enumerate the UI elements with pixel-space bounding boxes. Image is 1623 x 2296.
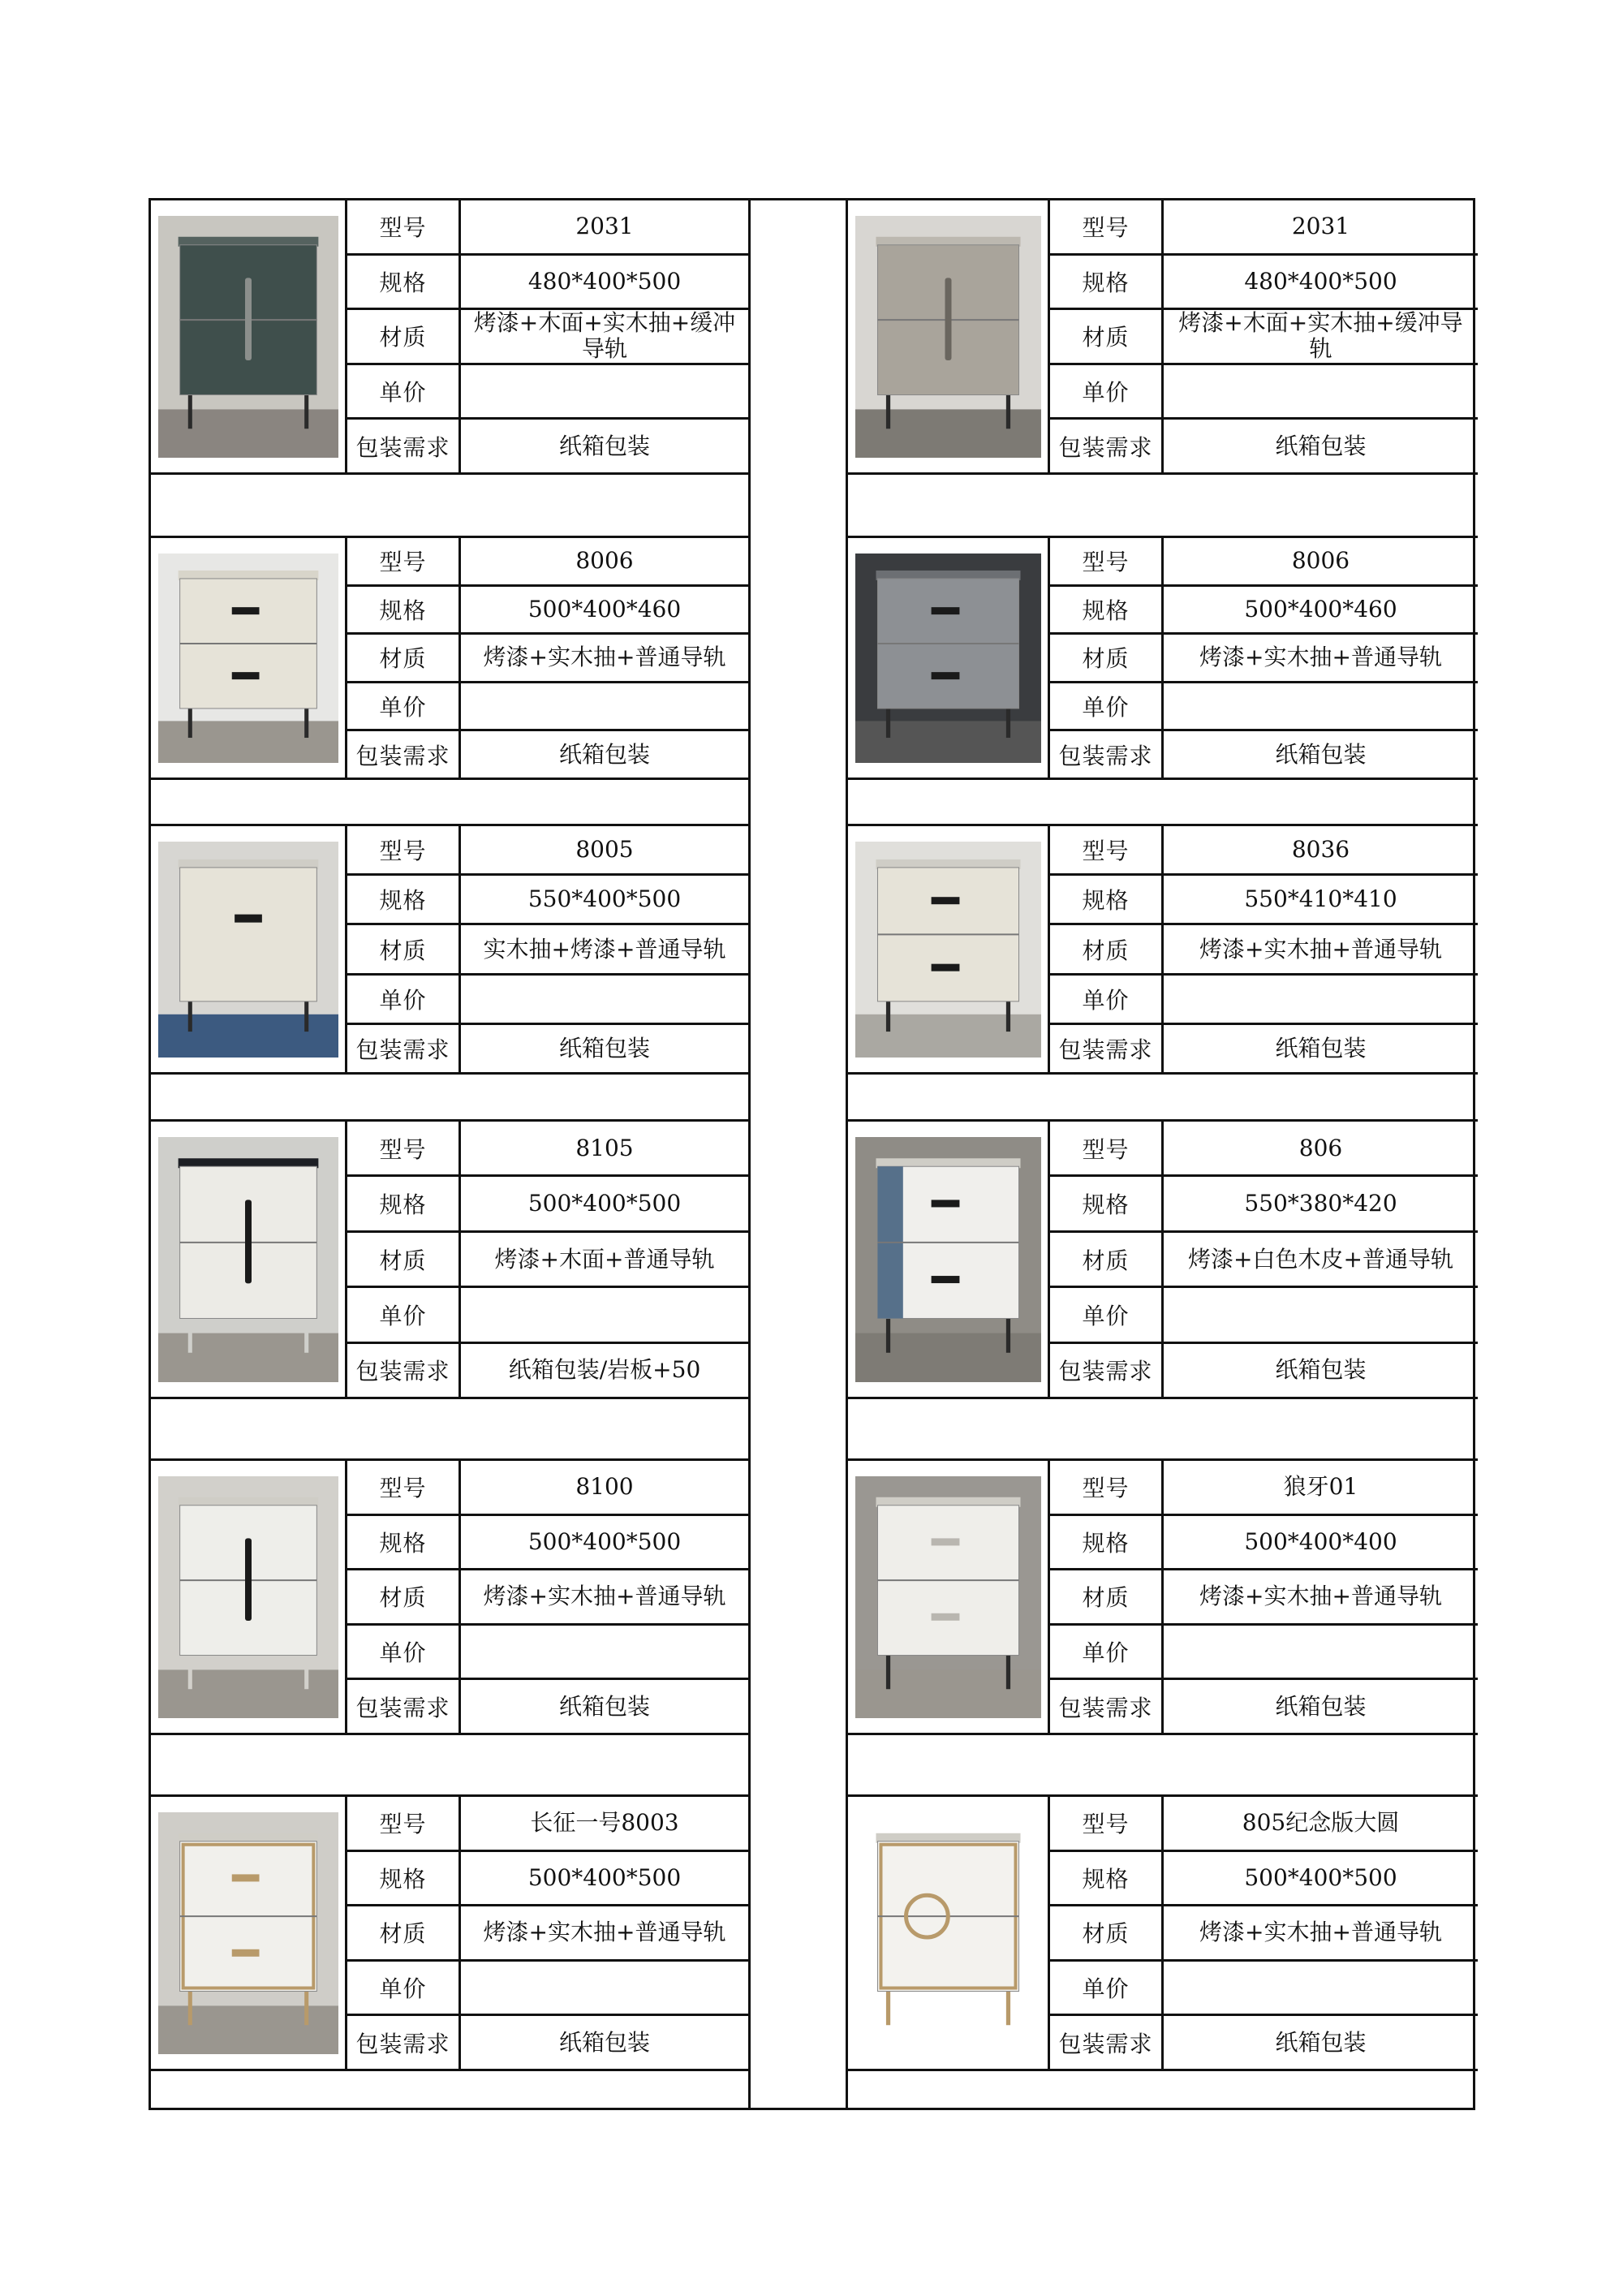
spec-rows (1050, 1461, 1478, 1733)
spec-label-material: 材质 (347, 635, 461, 681)
spec-value-model: 8005 (575, 836, 634, 864)
spec-row-packaging (347, 1680, 748, 1733)
spec-label-size: 规格 (347, 876, 461, 923)
spec-value-packaging: 纸箱包装 (1275, 1692, 1367, 1720)
spec-value-model: 8006 (575, 547, 634, 575)
spec-label-packaging: 包装需求 (1050, 731, 1164, 778)
product-photo-cell (151, 1797, 347, 2069)
spec-row-model (347, 826, 748, 876)
spec-label-packaging: 包装需求 (347, 420, 461, 472)
nightstand-dark-green-icon (158, 216, 338, 458)
spec-value-price (1164, 1288, 1478, 1341)
spec-label-packaging: 包装需求 (1050, 420, 1164, 472)
product-sheet (149, 198, 1475, 2110)
nightstand-white-icon (855, 1476, 1041, 1718)
spec-row-size (1050, 256, 1478, 311)
spec-label-price: 单价 (347, 683, 461, 730)
spec-label-size: 规格 (347, 1516, 461, 1569)
spec-row-packaging (347, 420, 748, 472)
product-block (151, 826, 748, 1075)
spec-row-material (1050, 925, 1478, 975)
spec-row-model (1050, 826, 1478, 876)
spec-rows (347, 538, 748, 778)
spec-label-size: 规格 (1050, 1177, 1164, 1230)
spec-label-price: 单价 (1050, 365, 1164, 418)
spec-label-packaging: 包装需求 (1050, 1025, 1164, 1072)
spec-label-model: 型号 (1050, 826, 1164, 873)
spec-label-model: 型号 (347, 1797, 461, 1850)
product-photo-cell (848, 200, 1050, 472)
product-block (848, 1122, 1478, 1399)
spec-row-model (347, 538, 748, 587)
spec-label-packaging: 包装需求 (347, 2016, 461, 2069)
product-block (151, 1122, 748, 1399)
spec-label-size: 规格 (1050, 876, 1164, 923)
spec-row-material (347, 635, 748, 683)
spec-value-packaging: 纸箱包装 (558, 1692, 650, 1720)
spec-value-packaging: 纸箱包装 (558, 740, 650, 768)
spec-label-material: 材质 (347, 1906, 461, 1959)
spec-value-size: 550*410*410 (1244, 885, 1397, 913)
product-photo-cell (151, 1461, 347, 1733)
spec-label-price: 单价 (1050, 1626, 1164, 1678)
row-spacer (151, 475, 748, 538)
product-block (848, 1461, 1478, 1735)
spec-label-size: 规格 (347, 1177, 461, 1230)
spec-label-packaging: 包装需求 (1050, 2016, 1164, 2069)
product-photo-cell (151, 826, 347, 1072)
spec-value-packaging: 纸箱包装/岩板+50 (508, 1356, 701, 1384)
spec-label-model: 型号 (347, 1461, 461, 1514)
spec-value-size: 500*400*500 (527, 1527, 682, 1555)
spec-label-material: 材质 (347, 310, 461, 363)
spec-value-size: 480*400*500 (527, 267, 682, 295)
spec-value-model: 2031 (1291, 213, 1350, 240)
spec-value-model: 8105 (575, 1134, 634, 1161)
spec-row-model (1050, 200, 1478, 256)
spec-value-material: 烤漆+实木抽+普通导轨 (1199, 644, 1442, 671)
spec-label-size: 规格 (1050, 587, 1164, 633)
spec-row-size (1050, 1852, 1478, 1907)
spec-label-size: 规格 (1050, 1516, 1164, 1569)
spec-row-packaging (347, 2016, 748, 2069)
spec-rows (347, 826, 748, 1072)
spec-label-price: 单价 (1050, 683, 1164, 730)
spec-label-material: 材质 (1050, 1906, 1164, 1959)
spec-rows (347, 200, 748, 472)
spec-row-packaging (1050, 1680, 1478, 1733)
spec-value-price (1164, 976, 1478, 1023)
spec-label-material: 材质 (1050, 1233, 1164, 1286)
spec-value-material: 烤漆+实木抽+普通导轨 (1199, 1919, 1442, 1946)
product-block (151, 1461, 748, 1735)
spec-label-material: 材质 (1050, 635, 1164, 681)
spec-row-material (1050, 310, 1478, 365)
spec-label-price: 单价 (347, 1626, 461, 1678)
product-block (151, 200, 748, 475)
product-block (848, 200, 1478, 475)
spec-value-price (1164, 1626, 1478, 1678)
spec-value-material: 实木抽+烤漆+普通导轨 (483, 935, 726, 963)
spec-row-size (347, 256, 748, 311)
spec-value-material: 烤漆+实木抽+普通导轨 (483, 1583, 726, 1610)
product-photo-cell (848, 538, 1050, 778)
spec-row-material (347, 1570, 748, 1626)
spec-label-model: 型号 (347, 826, 461, 873)
spec-label-size: 规格 (347, 256, 461, 308)
spec-row-price (347, 1288, 748, 1343)
spec-row-size (347, 1852, 748, 1907)
spec-label-material: 材质 (347, 925, 461, 972)
spec-value-price (461, 365, 748, 418)
spec-value-model: 狼牙01 (1283, 1473, 1358, 1501)
spec-row-material (1050, 1906, 1478, 1962)
spec-value-material: 烤漆+实木抽+普通导轨 (483, 1919, 726, 1946)
spec-value-model: 2031 (575, 213, 634, 240)
spec-value-material: 烤漆+木面+实木抽+缓冲导轨 (1178, 309, 1463, 363)
spec-value-price (1164, 1962, 1478, 2014)
spec-value-packaging: 纸箱包装 (558, 2028, 650, 2056)
spec-label-size: 规格 (1050, 256, 1164, 308)
spec-label-size: 规格 (347, 587, 461, 633)
spec-value-price (1164, 365, 1478, 418)
product-block (848, 538, 1478, 780)
spec-value-packaging: 纸箱包装 (558, 1034, 650, 1062)
spec-row-price (347, 365, 748, 420)
spec-label-material: 材质 (347, 1570, 461, 1623)
spec-row-model (347, 200, 748, 256)
row-spacer (151, 1735, 748, 1797)
spec-row-price (1050, 1626, 1478, 1681)
nightstand-cream-low-icon (855, 842, 1041, 1058)
spec-value-size: 500*400*460 (527, 595, 682, 622)
spec-value-price (461, 683, 748, 730)
nightstand-white-vertical-handle-icon (158, 1476, 338, 1718)
spec-label-price: 单价 (347, 976, 461, 1023)
spec-label-size: 规格 (347, 1852, 461, 1905)
spec-value-packaging: 纸箱包装 (1275, 1034, 1367, 1062)
spec-label-model: 型号 (1050, 1461, 1164, 1514)
spec-row-model (1050, 538, 1478, 587)
spec-label-material: 材质 (1050, 1570, 1164, 1623)
nightstand-cream-two-drawer-icon (158, 554, 338, 763)
spec-row-material (1050, 635, 1478, 683)
spec-value-model: 长征一号8003 (530, 1809, 679, 1837)
spec-value-size: 500*400*500 (1244, 1863, 1397, 1891)
product-photo-cell (848, 1797, 1050, 2069)
spec-row-price (1050, 1962, 1478, 2017)
spec-row-price (1050, 683, 1478, 732)
spec-label-packaging: 包装需求 (347, 731, 461, 778)
spec-value-size: 500*400*500 (527, 1863, 682, 1891)
spec-value-packaging: 纸箱包装 (1275, 1356, 1367, 1384)
spec-value-model: 8006 (1291, 547, 1350, 575)
nightstand-black-top-icon (158, 1137, 338, 1382)
spec-row-price (1050, 365, 1478, 420)
spec-value-material: 烤漆+实木抽+普通导轨 (483, 644, 726, 671)
spec-value-size: 480*400*500 (1244, 267, 1397, 295)
spec-value-model: 8100 (575, 1473, 634, 1501)
spec-row-price (347, 1962, 748, 2017)
spec-rows (347, 1461, 748, 1733)
spec-row-size (1050, 587, 1478, 635)
spec-row-size (347, 1177, 748, 1232)
spec-value-material: 烤漆+实木抽+普通导轨 (1199, 1583, 1442, 1610)
spec-label-material: 材质 (347, 1233, 461, 1286)
spec-label-model: 型号 (347, 1122, 461, 1174)
row-spacer (848, 475, 1478, 538)
spec-label-packaging: 包装需求 (1050, 1344, 1164, 1397)
nightstand-single-drawer-icon (158, 842, 338, 1058)
spec-row-material (1050, 1570, 1478, 1626)
spec-value-material: 烤漆+木面+实木抽+缓冲导轨 (473, 309, 736, 363)
spec-value-packaging: 纸箱包装 (1275, 2028, 1367, 2056)
spec-row-model (1050, 1797, 1478, 1852)
spec-value-price (461, 1288, 748, 1341)
spec-row-size (347, 587, 748, 635)
spec-row-packaging (1050, 1344, 1478, 1397)
spec-row-model (1050, 1122, 1478, 1177)
product-block (848, 826, 1478, 1075)
spec-row-price (347, 976, 748, 1025)
spec-label-price: 单价 (347, 365, 461, 418)
nightstand-ring-handle-icon (855, 1812, 1041, 2054)
spec-label-material: 材质 (1050, 925, 1164, 972)
spec-value-size: 550*400*500 (527, 885, 682, 913)
spec-label-material: 材质 (1050, 310, 1164, 363)
spec-row-material (347, 310, 748, 365)
spec-row-material (347, 925, 748, 975)
center-gap-column (748, 200, 848, 2108)
spec-value-size: 550*380*420 (1244, 1190, 1397, 1217)
product-photo-cell (151, 1122, 347, 1397)
spec-value-packaging: 纸箱包装 (1275, 740, 1367, 768)
spec-label-model: 型号 (1050, 1122, 1164, 1174)
spec-label-model: 型号 (347, 200, 461, 253)
spec-rows (1050, 200, 1478, 472)
spec-label-model: 型号 (1050, 200, 1164, 253)
spec-label-packaging: 包装需求 (347, 1680, 461, 1733)
spec-row-packaging (1050, 2016, 1478, 2069)
spec-row-price (347, 683, 748, 732)
spec-row-material (347, 1906, 748, 1962)
spec-row-size (1050, 1177, 1478, 1232)
spec-value-price (461, 976, 748, 1023)
spec-label-model: 型号 (347, 538, 461, 584)
spec-row-price (1050, 976, 1478, 1025)
spec-row-size (1050, 1516, 1478, 1571)
product-photo-cell (848, 826, 1050, 1072)
spec-label-price: 单价 (1050, 976, 1164, 1023)
spec-label-packaging: 包装需求 (347, 1025, 461, 1072)
right-column (848, 200, 1478, 2108)
product-photo-cell (151, 538, 347, 778)
product-photo-cell (848, 1122, 1050, 1397)
row-spacer (848, 2071, 1478, 2108)
spec-value-size: 500*400*460 (1244, 595, 1397, 622)
spec-value-model: 805纪念版大圆 (1242, 1809, 1400, 1837)
spec-row-packaging (1050, 420, 1478, 472)
spec-value-model: 8036 (1291, 836, 1350, 864)
spec-rows (1050, 1797, 1478, 2069)
spec-label-price: 单价 (1050, 1962, 1164, 2014)
spec-value-material: 烤漆+木面+普通导轨 (494, 1245, 715, 1273)
spec-label-price: 单价 (347, 1962, 461, 2014)
spec-rows (1050, 1122, 1478, 1397)
spec-label-price: 单价 (347, 1288, 461, 1341)
spec-value-material: 烤漆+实木抽+普通导轨 (1199, 935, 1442, 963)
spec-row-size (1050, 876, 1478, 925)
spec-label-packaging: 包装需求 (347, 1344, 461, 1397)
spec-row-size (347, 1516, 748, 1571)
product-block (151, 538, 748, 780)
row-spacer (151, 780, 748, 826)
spec-row-packaging (1050, 731, 1478, 778)
row-spacer (848, 1399, 1478, 1461)
spec-label-model: 型号 (1050, 538, 1164, 584)
spec-label-size: 规格 (1050, 1852, 1164, 1905)
spec-row-price (1050, 1288, 1478, 1343)
row-spacer (151, 1075, 748, 1122)
product-block (151, 1797, 748, 2071)
spec-row-packaging (347, 731, 748, 778)
spec-rows (347, 1122, 748, 1397)
spec-row-material (347, 1233, 748, 1288)
spec-label-price: 单价 (1050, 1288, 1164, 1341)
row-spacer (848, 780, 1478, 826)
row-spacer (848, 1735, 1478, 1797)
spec-value-material: 烤漆+白色木皮+普通导轨 (1188, 1245, 1453, 1273)
spec-value-price (461, 1626, 748, 1678)
spec-value-price (461, 1962, 748, 2014)
spec-row-model (347, 1797, 748, 1852)
row-spacer (151, 1399, 748, 1461)
spec-rows (1050, 538, 1478, 778)
row-spacer (848, 1075, 1478, 1122)
spec-value-packaging: 纸箱包装 (1275, 432, 1367, 459)
product-photo-cell (848, 1461, 1050, 1733)
spec-value-size: 500*400*500 (527, 1190, 682, 1217)
spec-rows (1050, 826, 1478, 1072)
spec-row-model (1050, 1461, 1478, 1516)
spec-row-model (347, 1122, 748, 1177)
product-photo-cell (151, 200, 347, 472)
row-spacer (151, 2071, 748, 2108)
spec-row-price (347, 1626, 748, 1681)
spec-row-packaging (1050, 1025, 1478, 1072)
spec-value-model: 806 (1298, 1134, 1343, 1161)
nightstand-grey-icon (855, 216, 1041, 458)
nightstand-blue-white-icon (855, 1137, 1041, 1382)
product-block (848, 1797, 1478, 2071)
spec-row-model (347, 1461, 748, 1516)
spec-row-packaging (347, 1025, 748, 1072)
spec-row-size (347, 876, 748, 925)
left-column (151, 200, 748, 2108)
spec-row-material (1050, 1233, 1478, 1288)
spec-rows (347, 1797, 748, 2069)
nightstand-gold-frame-icon (158, 1812, 338, 2054)
spec-label-model: 型号 (1050, 1797, 1164, 1850)
spec-row-packaging (347, 1344, 748, 1397)
spec-value-size: 500*400*400 (1244, 1527, 1397, 1555)
spec-label-packaging: 包装需求 (1050, 1680, 1164, 1733)
spec-value-packaging: 纸箱包装 (558, 432, 650, 459)
spec-value-price (1164, 683, 1478, 730)
nightstand-grey-two-drawer-icon (855, 554, 1041, 763)
